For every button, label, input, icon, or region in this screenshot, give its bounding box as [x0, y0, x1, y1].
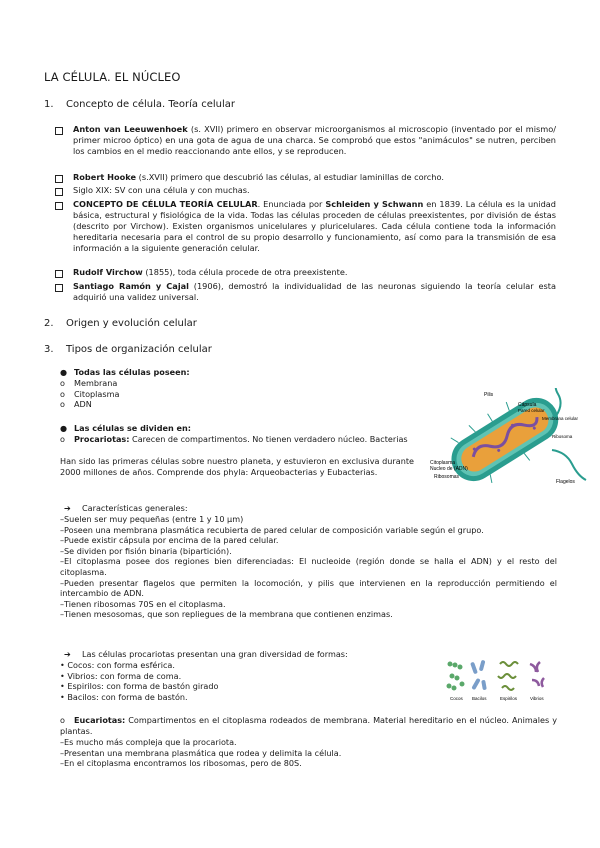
bacilos-icon: [470, 660, 487, 691]
teoria-name-2: Schleiden y Schwann: [325, 199, 424, 209]
list-item: • Bacilos: con forma de bastón.: [60, 691, 188, 702]
dividen-heading: ● Las células se dividen en:: [60, 423, 192, 433]
list-item: –El citoplasma posee dos regiones bien diferenciadas: El nucleoide (región donde se halla el ADN) y el resto del citoplasma.: [60, 556, 557, 577]
section-3-number: 3.: [44, 344, 54, 355]
dividen-heading-text: Las células se dividen en:: [74, 423, 192, 433]
page-title: LA CÉLULA. EL NÚCLEO: [44, 70, 181, 84]
label-ribosoma: Ribosoma: [552, 434, 573, 439]
section-3-title: Tipos de organización celular: [66, 344, 212, 355]
bacteria-diagram: [424, 388, 590, 488]
label-capsula: Cápsula: [518, 402, 537, 408]
section-2-heading: [44, 318, 197, 329]
teoria-text: (s. XVII) primero en observar microorganismos al microscopio (inventado por el mismo/ primer microo óptico) en una gota de agua de una charca. Se comprobó que estos "animáculos" se nutren, perciben los cambios en el medio reaccionando ante ellos, y se reproducen.: [73, 124, 556, 156]
procariotas-paragraph: Han sido las primeras células sobre nuestro planeta, y estuvieron en exclusiva durante 2000 millones de años. Comprende dos phyla: Arqueobacterias y Eubacterias.: [60, 456, 414, 477]
teoria-item-siglo-xix: [73, 185, 556, 196]
teoria-name: Anton van Leeuwenhoek: [73, 124, 188, 134]
teoria-name: Santiago Ramón y Cajal: [73, 281, 189, 291]
section-2-number: 2.: [44, 318, 54, 329]
teoria-text-2: en 1839. La célula es la unidad básica, estructural y fisiológica de la vida. Todas las células proceden de células preexistentes, por división de éstas (descrito por Virchow). Existen organismos unicelulares y pluricelulares. Cada célula contiene toda la información hereditaria necesaria para el control de su propio desarrollo y funcionamiento, así como para la transmisión de esa información a la siguiente generación celular.: [73, 199, 557, 253]
formas-list: [60, 660, 218, 702]
teoria-text: . Enunciada por: [257, 199, 326, 209]
section-3-heading: [44, 344, 212, 355]
teoria-item-leeuwenhoek: [73, 124, 556, 157]
list-item: o ADN: [60, 399, 92, 410]
list-item: –Poseen una membrana plasmática recubierta de pared celular de composición variable según el grupo.: [60, 524, 484, 535]
teoria-text: (s.XVII) primero que descubrió las células, al estudiar laminillas de corcho.: [136, 172, 444, 182]
shape-label-vibrios: Vibrios: [530, 696, 544, 701]
label-flagelos: Flagelos: [556, 479, 575, 485]
shape-label-cocos: Cocos: [450, 696, 463, 701]
label-pilis: Pilis: [484, 392, 494, 398]
procariotas-intro: o Procariotas: Carecen de compartimentos. No tienen verdadero núcleo. Bacterias: [60, 434, 408, 444]
espirilos-icon: [498, 662, 518, 690]
todas-heading: ● Todas las células poseen:: [60, 367, 190, 377]
teoria-text: Siglo XIX: SV con una célula y con muchas.: [73, 185, 250, 195]
list-item: –En el citoplasma encontramos los ribosomas, pero de 80S.: [60, 758, 302, 769]
list-item: –Es mucho más compleja que la procariota.: [60, 737, 237, 747]
checkbox-icon: [55, 284, 63, 292]
eucariotas-intro: o Eucariotas: Compartimentos en el citoplasma rodeados de membrana. Material hereditario en el núcleo. Animales y plantas.: [60, 715, 557, 736]
teoria-text: (1906), demostró la individualidad de las neuronas siguiendo la teoría celular esta adquirió una validez universal.: [73, 281, 556, 302]
list-item: • Vibrios: con forma de coma.: [60, 670, 182, 681]
list-item: o Membrana: [60, 378, 118, 388]
shape-label-espirilos: Espirilos: [500, 696, 518, 701]
teoria-item-virchow: [73, 267, 556, 278]
checkbox-icon: [55, 270, 63, 278]
list-item: • Espirilos: con forma de bastón girado: [60, 681, 219, 692]
cocos-icon: [447, 662, 465, 691]
label-pared: Pared celular: [518, 408, 545, 413]
label-nucleo: Nucleo de (ADN): [430, 466, 468, 472]
list-item: –Pueden presentar flagelos que permiten la locomoción, y pilis que intervienen en la reproducción permitiendo el intercambio de ADN.: [60, 577, 557, 599]
flagellum-icon: [552, 450, 586, 480]
todas-heading-text: Todas las células poseen:: [74, 367, 190, 377]
list-item: –Presentan una membrana plasmática que rodea y delimita la célula.: [60, 747, 342, 758]
list-item: –Suelen ser muy pequeñas (entre 1 y 10 µm): [60, 514, 244, 524]
list-item: –Tienen ribosomas 70S en el citoplasma.: [60, 598, 226, 609]
label-membrana: Membrana celular: [542, 416, 579, 421]
checkbox-icon: [55, 188, 63, 196]
list-item: • Cocos: con forma esférica.: [60, 660, 175, 670]
todas-list: [60, 378, 119, 410]
teoria-text: (1855), toda célula procede de otra preexistente.: [142, 267, 348, 277]
teoria-item-concepto: [73, 199, 556, 254]
list-item: –Tienen mesosomas, que son repliegues de la membrana que contienen enzimas.: [60, 609, 393, 620]
teoria-item-hooke: [73, 172, 556, 183]
checkbox-icon: [55, 127, 63, 135]
shape-label-bacilos: Bacilos: [472, 696, 487, 701]
formas-heading-text: Las células procariotas presentan una gran diversidad de formas:: [82, 649, 348, 659]
list-item: –Se dividen por fisión binaria (bipartición).: [60, 545, 232, 556]
caracteristicas-list: [60, 514, 557, 620]
procariotas-label: Procariotas:: [74, 434, 130, 444]
section-1-number: 1.: [44, 99, 54, 110]
list-item: o Citoplasma: [60, 388, 120, 399]
list-item: –Puede existir cápsula por encima de la pared celular.: [60, 535, 279, 546]
teoria-name: CONCEPTO DE CÉLULA TEORÍA CELULAR: [73, 199, 258, 209]
checkbox-icon: [55, 202, 63, 210]
teoria-name: Robert Hooke: [73, 172, 137, 182]
label-ribosomas: Ribosomas: [434, 474, 460, 480]
bacteria-shapes-figure: [444, 656, 554, 704]
arrow-icon: ➔: [64, 503, 71, 513]
teoria-item-cajal: [73, 281, 556, 303]
section-1-title: Concepto de célula. Teoría celular: [66, 99, 236, 110]
arrow-icon: ➔: [64, 649, 71, 659]
label-citoplasma: Citoplasma: [430, 460, 456, 466]
caracteristicas-heading-text: Características generales:: [82, 503, 188, 513]
vibrios-icon: [530, 662, 544, 687]
checkbox-icon: [55, 175, 63, 183]
eucariotas-list: [60, 737, 341, 769]
caracteristicas-heading: [64, 503, 188, 514]
eucariotas-text: Compartimentos en el citoplasma rodeados de membrana. Material hereditario en el núcleo. Animales y plantas.: [60, 715, 557, 736]
section-1-heading: [44, 99, 235, 110]
section-2-title: Origen y evolución celular: [66, 318, 197, 329]
procariotas-text: Carecen de compartimentos. No tienen verdadero núcleo. Bacterias: [129, 434, 408, 444]
formas-heading: [64, 649, 348, 660]
teoria-name: Rudolf Virchow: [73, 267, 143, 277]
eucariotas-label: Eucariotas:: [74, 715, 126, 725]
